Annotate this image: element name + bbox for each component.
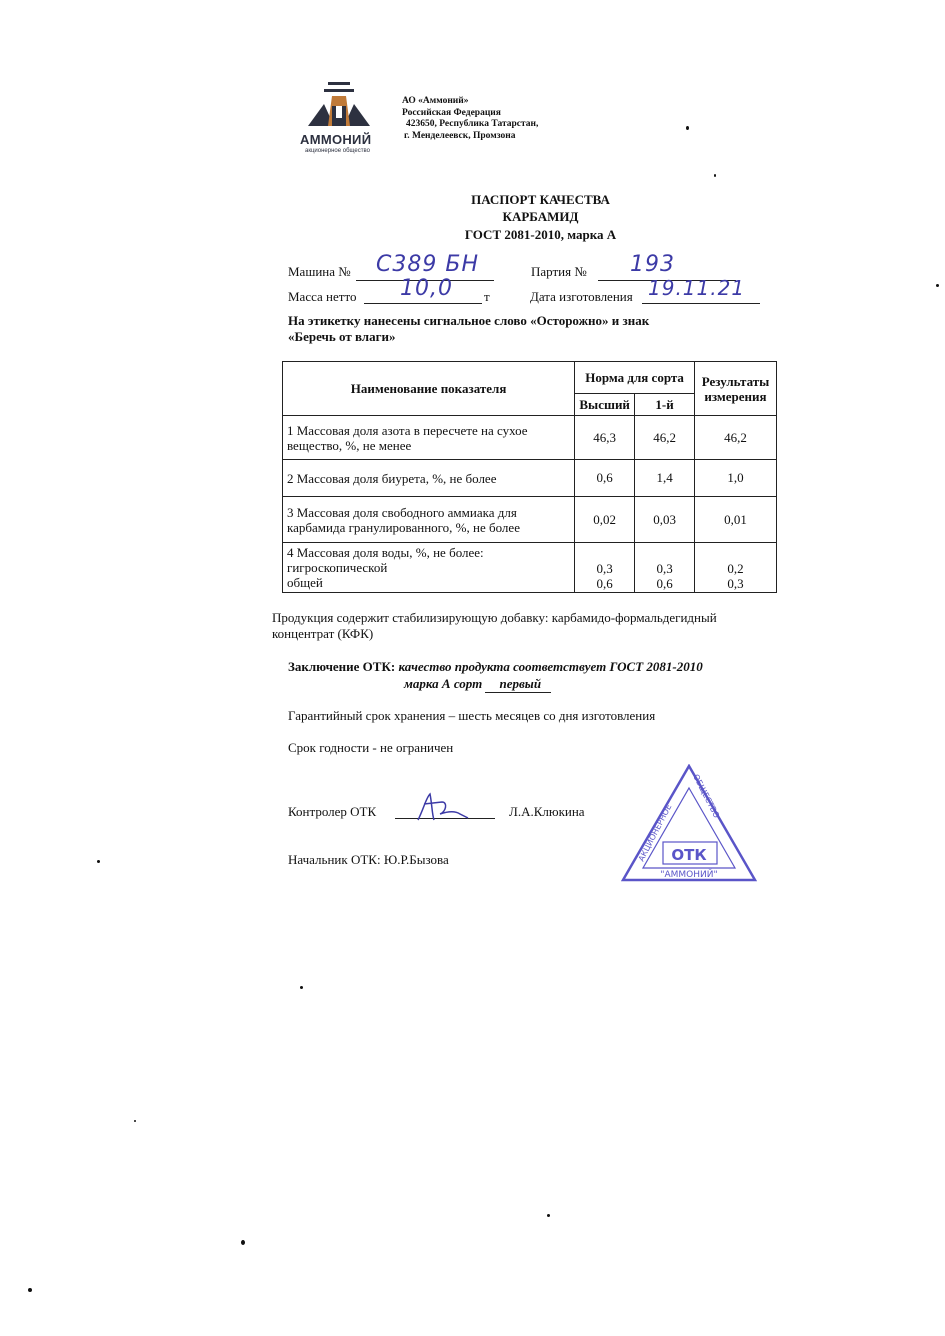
company-address [402,96,538,142]
header-result: Результаты измерения [695,362,777,416]
machine-value: С389 БН [376,252,479,277]
controller-label: Контролер ОТК [288,804,377,819]
date-value: 19.11.21 [648,276,746,300]
indicator-name: 2 Массовая доля биурета, %, не более [283,460,575,497]
norm-first-value: 46,2 [635,416,695,460]
additive-note [272,610,717,642]
date-label: Дата изготовления [530,289,633,304]
norm-top-value: 46,3 [575,416,635,460]
indicator-name: 1 Массовая доля азота в пересчете на сухое вещество, %, не менее [283,416,575,460]
result-value: 1,0 [695,460,777,497]
otk-stamp [621,764,757,884]
norm-top-value: 0,02 [575,497,635,543]
scan-speck [28,1288,32,1292]
company-logo [302,82,376,158]
stamp-arc-left: АКЦИОНЕРНОЕ [636,802,674,863]
warning-line-2: «Беречь от влаги» [288,329,396,344]
header-grade-first: 1-й [635,394,695,416]
company-region: 423650, Республика Татарстан, [406,119,539,129]
logo-text: АММОНИЙ [300,132,372,147]
norm-top-value: 0,6 [575,460,635,497]
controller-signature [412,790,472,826]
norm-top-hygro: 0,3 [596,561,613,576]
conclusion-grade-line [404,676,551,693]
scan-speck [134,1120,136,1122]
batch-label: Партия № [531,264,587,279]
svg-text:АКЦИОНЕРНОЕ [637,803,674,863]
mass-field [364,276,482,304]
result-value: 46,2 [695,416,777,460]
additive-line-1: Продукция содержит стабилизирующую добавку: карбамидо-формальдегидный [272,610,717,625]
warranty-text: Гарантийный срок хранения – шесть месяцев со дня изготовления [288,708,656,723]
date-field [642,276,760,304]
water-total-label: общей [287,575,323,590]
product-name: КАРБАМИД [502,209,579,224]
result-total: 0,3 [727,576,744,591]
svg-text:ОБЩЕСТВО [691,773,721,820]
result-value: 0,01 [695,497,777,543]
header-grade-top: Высший [575,394,635,416]
company-country: Российская Федерация [402,107,501,118]
scan-speck [97,860,100,863]
norm-first-value: 0,03 [635,497,695,543]
machine-label: Машина № [288,264,351,279]
norm-first-hygro: 0,3 [656,561,673,576]
conclusion-text: качество продукта соответствует ГОСТ 2081-2010 [398,659,703,674]
chief-signature-line [288,852,449,868]
norm-top-total: 0,6 [596,576,613,591]
norm-first-value: 1,4 [635,460,695,497]
controller-name: Л.А.Клюкина [509,804,585,819]
quality-table [282,361,777,593]
norm-first-values [635,543,695,593]
batch-value: 193 [630,252,675,277]
conclusion [288,659,703,675]
scan-speck [936,284,939,287]
company-city: г. Менделеевск, Промзона [404,130,516,141]
scan-speck [714,174,716,177]
table-row [283,497,777,543]
scan-speck [300,986,303,989]
result-values [695,543,777,593]
stamp-arc-right: ОБЩЕСТВО [691,772,722,820]
scan-speck [547,1214,550,1217]
scan-speck [241,1240,245,1245]
label-warning [288,313,649,345]
result-hygro: 0,2 [727,561,744,576]
header-indicator: Наименование показателя [283,362,575,416]
table-row [283,543,777,593]
stamp-center: ОТК [671,846,707,864]
indicator-name: 3 Массовая доля свободного аммиака для карбамида гранулированного, %, не более [283,497,575,543]
scan-speck [686,126,689,130]
chief-name: Ю.Р.Бызова [383,852,449,867]
chief-label: Начальник ОТК: [288,852,381,867]
mass-value: 10,0 [400,276,453,301]
grade-value: первый [485,676,551,693]
logo-subtext: акционерное общество [305,148,370,154]
table-row [283,416,777,460]
standard-line: ГОСТ 2081-2010, марка А [464,227,617,242]
grade-prefix: марка А сорт [404,676,483,691]
company-name: АО «Аммоний» [402,96,469,106]
mass-label: Масса нетто [288,289,357,304]
norm-top-values [575,543,635,593]
additive-line-2: концентрат (КФК) [272,626,374,641]
norm-first-total: 0,6 [656,576,673,591]
stamp-bottom: "АММОНИЙ" [660,870,718,880]
mass-unit: т [484,289,490,304]
header-norm: Норма для сорта [575,362,695,394]
shelf-life-text: Срок годности - не ограничен [288,740,454,755]
water-hygro-label: гигроскопической [287,560,388,575]
table-row [283,460,777,497]
doc-title: ПАСПОРТ КАЧЕСТВА [471,192,610,207]
water-name: 4 Массовая доля воды, %, не более: [287,545,484,560]
warning-line-1: На этикетку нанесены сигнальное слово «Осторожно» и знак [288,313,650,328]
indicator-name [283,543,575,593]
conclusion-label: Заключение ОТК: [288,659,396,674]
